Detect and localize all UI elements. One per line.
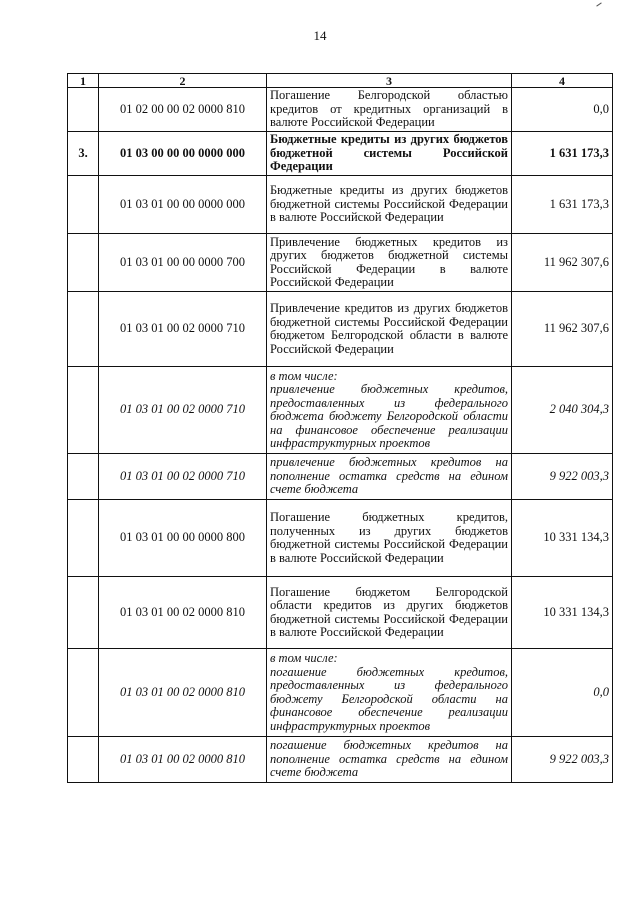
row-number (68, 292, 99, 367)
page-number: 14 (313, 28, 327, 43)
description-text: привлечение бюджетных кредитов на пополнение остатка средств на едином счете бюджета (270, 455, 508, 497)
row-amount: 11 962 307,6 (512, 292, 613, 367)
row-number (68, 88, 99, 132)
budget-code: 01 03 01 00 00 0000 000 (99, 176, 267, 234)
row-amount: 0,0 (512, 88, 613, 132)
row-description (267, 292, 512, 367)
table-row (68, 367, 613, 454)
row-number (68, 500, 99, 577)
description-text: Погашение Белгородской областью кредитов от кредитных организаций в валюте Российской Федерации (270, 88, 508, 130)
row-amount: 1 631 173,3 (512, 176, 613, 234)
row-description (267, 737, 512, 783)
table-row (68, 176, 613, 234)
row-amount: 2 040 304,3 (512, 367, 613, 454)
row-amount: 9 922 003,3 (512, 737, 613, 783)
row-amount: 1 631 173,3 (512, 132, 613, 176)
budget-code: 01 03 01 00 00 0000 700 (99, 234, 267, 292)
table-header-row (68, 74, 613, 88)
table-row (68, 737, 613, 783)
row-amount: 11 962 307,6 (512, 234, 613, 292)
table-row (68, 88, 613, 132)
row-number (68, 577, 99, 649)
description-text: погашение бюджетных кредитов, предоставленных из федерального бюджету Белгородской области на финансовое обеспечение реализации инфраструктурных проектов (270, 664, 508, 733)
row-number (68, 367, 99, 454)
table-row (68, 649, 613, 737)
row-amount: 10 331 134,3 (512, 500, 613, 577)
table-row (68, 234, 613, 292)
table-row (68, 292, 613, 367)
budget-code: 01 03 01 00 00 0000 800 (99, 500, 267, 577)
column-header: 3 (267, 74, 512, 88)
table-row (68, 577, 613, 649)
corner-mark (596, 2, 601, 6)
budget-code: 01 03 01 00 02 0000 710 (99, 367, 267, 454)
column-header: 1 (68, 74, 99, 88)
row-description (267, 454, 512, 500)
row-description (267, 176, 512, 234)
budget-code: 01 03 01 00 02 0000 710 (99, 292, 267, 367)
budget-code: 01 03 00 00 00 0000 000 (99, 132, 267, 176)
description-prefix: в том числе: (270, 368, 338, 383)
row-number (68, 234, 99, 292)
row-amount: 9 922 003,3 (512, 454, 613, 500)
row-description (267, 88, 512, 132)
row-amount: 10 331 134,3 (512, 577, 613, 649)
column-header: 2 (99, 74, 267, 88)
description-text: Привлечение кредитов из других бюджетов бюджетной системы Российской Федерации бюджетом Белгородской области в валюте Российской Федерации (270, 301, 508, 356)
table-row (68, 132, 613, 176)
description-prefix: в том числе: (270, 651, 338, 665)
row-description (267, 577, 512, 649)
row-description (267, 367, 512, 454)
row-amount: 0,0 (512, 649, 613, 737)
column-header: 4 (512, 74, 613, 88)
row-number (68, 454, 99, 500)
budget-code: 01 03 01 00 02 0000 710 (99, 454, 267, 500)
description-text: Бюджетные кредиты из других бюджетов бюджетной системы Российской Федерации (270, 132, 508, 174)
table-row (68, 454, 613, 500)
row-description (267, 234, 512, 292)
row-number (68, 176, 99, 234)
row-description (267, 649, 512, 737)
budget-code: 01 02 00 00 02 0000 810 (99, 88, 267, 132)
row-number: 3. (68, 132, 99, 176)
row-number (68, 737, 99, 783)
row-number (68, 649, 99, 737)
row-description (267, 500, 512, 577)
budget-code: 01 03 01 00 02 0000 810 (99, 577, 267, 649)
description-text: Погашение бюджетом Белгородской области кредитов из других бюджетов бюджетной системы Российской Федерации в валюте Российской Федерации (270, 584, 508, 639)
description-text: Погашение бюджетных кредитов, полученных из других бюджетов бюджетной системы Российской Федерации в валюте Российской Федерации (270, 510, 508, 565)
description-text: Бюджетные кредиты из других бюджетов бюджетной системы Российской Федерации в валюте Российской Федерации (270, 183, 508, 225)
description-text: Привлечение бюджетных кредитов из других бюджетов бюджетной системы Российской Федерации в валюте Российской Федерации (270, 234, 508, 289)
budget-table (67, 73, 613, 783)
table-row (68, 500, 613, 577)
description-text: погашение бюджетных кредитов на пополнение остатка средств на едином счете бюджета (270, 738, 508, 780)
description-text: привлечение бюджетных кредитов, предоставленных из федерального бюджета бюджету Белгородской области на финансовое обеспечение реализации инфраструктурных проектов (270, 382, 508, 450)
row-description (267, 132, 512, 176)
budget-code: 01 03 01 00 02 0000 810 (99, 649, 267, 737)
budget-code: 01 03 01 00 02 0000 810 (99, 737, 267, 783)
